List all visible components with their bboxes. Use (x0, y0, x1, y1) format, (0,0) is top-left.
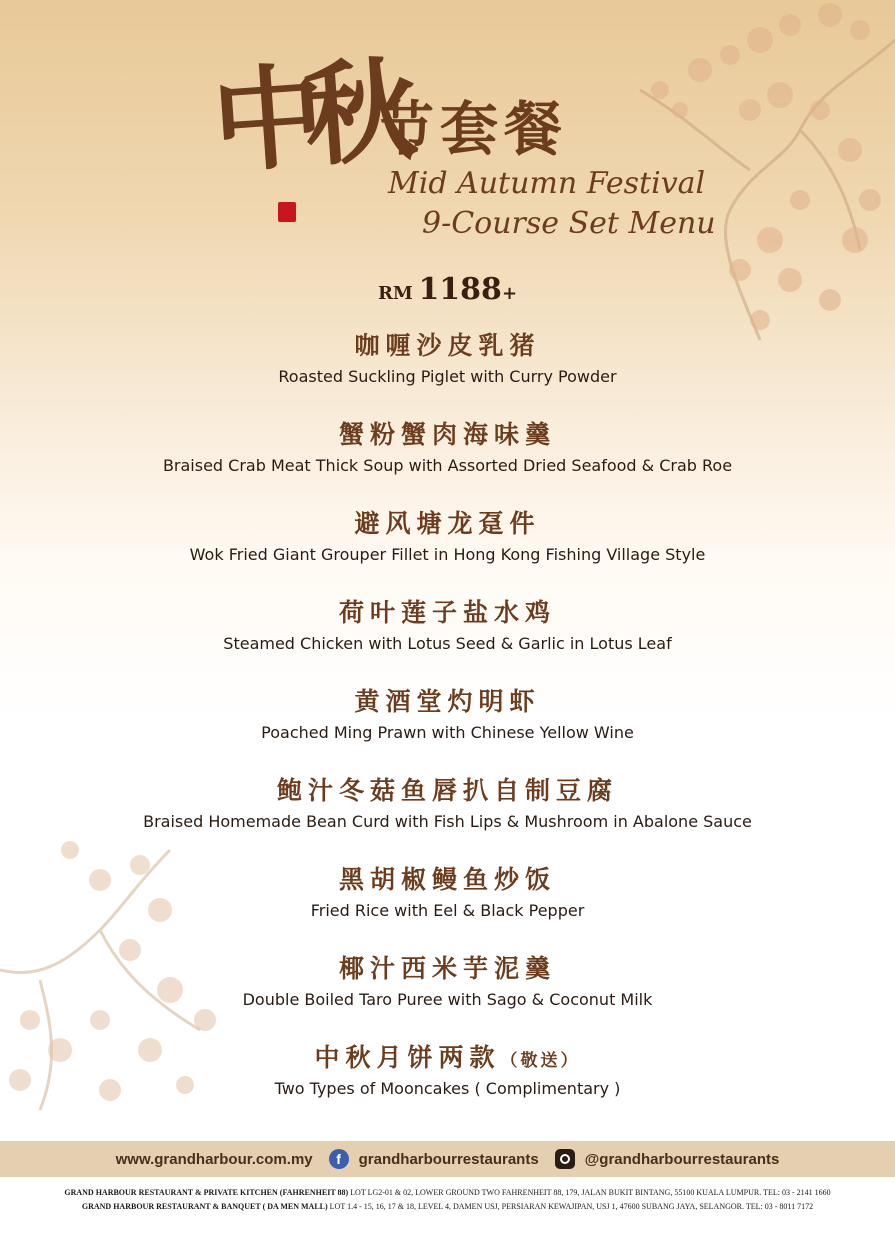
course-name-cn: 蟹粉蟹肉海味羹 (338, 420, 556, 449)
facebook-handle[interactable]: grandharbourrestaurants (358, 1150, 539, 1168)
course-name-cn: 荷叶莲子盐水鸡 (338, 598, 556, 627)
course-item (0, 951, 895, 1040)
course-name-en: Fried Rice with Eel & Black Pepper (310, 901, 585, 920)
course-item (0, 417, 895, 506)
course-list (0, 328, 895, 1129)
course-name-en: Braised Crab Meat Thick Soup with Assorted Dried Seafood & Crab Roe (162, 456, 733, 475)
course-name-en: Braised Homemade Bean Curd with Fish Lips & Mushroom in Abalone Sauce (143, 812, 752, 831)
course-item (0, 595, 895, 684)
course-item (0, 773, 895, 862)
instagram-handle[interactable]: @grandharbourrestaurants (584, 1150, 780, 1168)
course-name-cn (0, 1040, 895, 1076)
course-name-en: Wok Fried Giant Grouper Fillet in Hong Kong Fishing Village Style (189, 545, 706, 564)
website-link[interactable]: www.grandharbour.com.my (115, 1150, 313, 1168)
course-name-en: Steamed Chicken with Lotus Seed & Garlic in Lotus Leaf (223, 634, 672, 653)
restaurant-address: LOT 1.4 - 15, 16, 17 & 18, LEVEL 4, DAMEN USJ, PERSIARAN KEWAJIPAN, USJ 1, 47600 SUBANG JAYA, SELANGOR. (329, 1202, 744, 1211)
address-line (0, 1186, 895, 1200)
restaurant-addresses (0, 1186, 895, 1214)
red-seal-stamp (278, 202, 296, 222)
price-amount: 1188 (418, 272, 502, 307)
course-name-cn: 椰汁西米芋泥羹 (338, 954, 556, 983)
course-name-cn: 咖喱沙皮乳猪 (354, 331, 541, 360)
title-en-line2: 9-Course Set Menu (422, 206, 716, 241)
course-item (0, 328, 895, 417)
set-price (0, 272, 895, 307)
restaurant-tel: TEL: 03 - 2141 1660 (763, 1188, 831, 1197)
social-bar (0, 1141, 895, 1177)
price-suffix: + (501, 283, 518, 304)
course-name-cn: 黄酒堂灼明虾 (354, 687, 541, 716)
course-name-cn: 鲍汁冬菇鱼唇扒自制豆腐 (276, 776, 618, 805)
course-name-en: Double Boiled Taro Puree with Sago & Coconut Milk (242, 990, 653, 1009)
restaurant-name: GRAND HARBOUR RESTAURANT & PRIVATE KITCHEN (FAHRENHEIT 88) (64, 1188, 349, 1197)
menu-header (0, 0, 895, 260)
course-name-en: Poached Ming Prawn with Chinese Yellow Wine (261, 723, 634, 742)
instagram-icon (555, 1149, 575, 1169)
restaurant-tel: TEL: 03 - 8011 7172 (745, 1202, 814, 1211)
title-cn-big: 中秋 (208, 45, 401, 190)
restaurant-name: GRAND HARBOUR RESTAURANT & BANQUET ( DA MEN MALL) (81, 1202, 328, 1211)
title-cn: 节套餐 (376, 95, 569, 163)
course-item (0, 1040, 895, 1129)
course-name-cn-text: 中秋月饼两款 (314, 1043, 501, 1072)
course-item (0, 506, 895, 595)
price-currency: RM (377, 283, 413, 304)
restaurant-address: LOT LG2-01 & 02, LOWER GROUND TWO FAHRENHEIT 88, 179, JALAN BUKIT BINTANG, 55100 KUALA LUMPUR. (350, 1188, 762, 1197)
course-item (0, 684, 895, 773)
course-name-cn: 黑胡椒鳗鱼炒饭 (338, 865, 556, 894)
complimentary-note-cn: （敬送） (500, 1051, 581, 1071)
course-name-en: Roasted Suckling Piglet with Curry Powder (278, 367, 617, 386)
address-line (0, 1200, 895, 1214)
course-name-en: Two Types of Mooncakes ( Complimentary ) (274, 1079, 621, 1098)
facebook-icon: f (329, 1149, 349, 1169)
title-en-line1: Mid Autumn Festival (388, 166, 706, 201)
course-name-cn: 避风塘龙趸件 (354, 509, 541, 538)
course-item (0, 862, 895, 951)
